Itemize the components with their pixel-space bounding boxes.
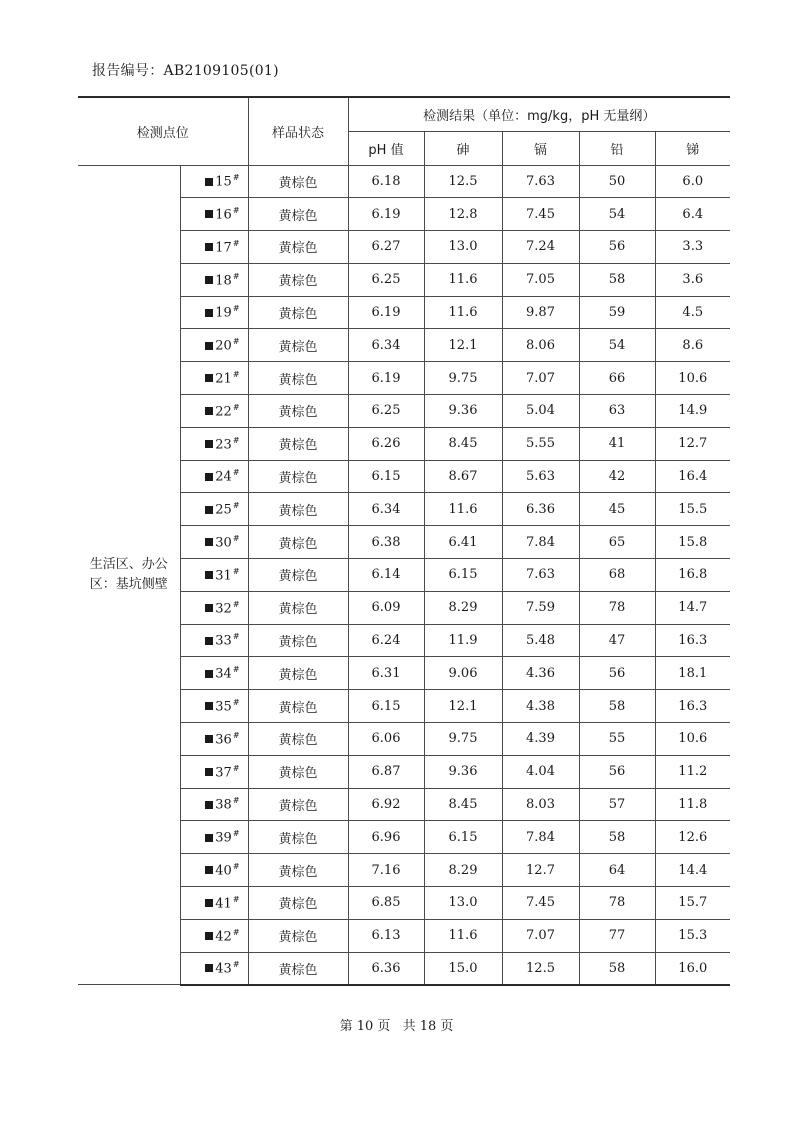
sample-point-number: 33 [215,633,232,649]
header-ph: pH 值 [348,131,424,165]
black-square-icon [205,604,213,612]
ph-value-cell: 6.14 [348,559,424,592]
ph-value-cell: 6.34 [348,493,424,526]
lead-value-cell: 58 [579,821,655,854]
arsenic-value-cell: 12.1 [424,690,502,723]
sample-point-number: 41 [215,896,232,912]
black-square-icon [205,899,213,907]
lead-value-cell: 58 [579,690,655,723]
results-table [78,96,730,986]
lead-value-cell: 59 [579,296,655,329]
black-square-icon [205,506,213,514]
sample-point-symbol: # [232,238,240,248]
cadmium-value-cell: 4.39 [502,723,579,756]
sample-point-cell [180,952,248,985]
sample-point-number: 23 [215,436,232,452]
cadmium-value-cell: 5.55 [502,427,579,460]
sample-state-cell: 黄棕色 [248,952,348,985]
lead-value-cell: 64 [579,854,655,887]
sample-point-symbol: # [232,829,240,839]
sample-point-number: 20 [215,338,232,354]
sample-point-number: 17 [215,240,232,256]
cadmium-value-cell: 5.63 [502,460,579,493]
arsenic-value-cell: 9.36 [424,395,502,428]
sample-point-symbol: # [232,599,240,609]
sample-point-symbol: # [232,206,240,216]
black-square-icon [205,801,213,809]
arsenic-value-cell: 13.0 [424,231,502,264]
sample-state-cell: 黄棕色 [248,263,348,296]
sample-point-symbol: # [232,304,240,314]
sample-point-number: 42 [215,928,232,944]
sample-point-symbol: # [232,665,240,675]
sample-point-symbol: # [232,173,240,183]
sample-state-cell: 黄棕色 [248,198,348,231]
report-number: 报告编号：AB2109105(01) [92,63,279,79]
lead-value-cell: 58 [579,263,655,296]
lead-value-cell: 65 [579,526,655,559]
arsenic-value-cell: 11.6 [424,493,502,526]
sample-point-number: 25 [215,502,232,518]
lead-value-cell: 78 [579,591,655,624]
sample-point-symbol: # [232,534,240,543]
cadmium-value-cell: 5.04 [502,395,579,428]
arsenic-value-cell: 11.6 [424,296,502,329]
page-total: 共 18 页 [402,1019,454,1034]
antimony-value-cell: 3.6 [655,263,730,296]
sample-state-cell: 黄棕色 [248,887,348,920]
sample-point-number: 40 [215,863,232,879]
antimony-value-cell: 11.8 [655,788,730,821]
sample-point-cell [180,887,248,920]
antimony-value-cell: 12.7 [655,427,730,460]
arsenic-value-cell: 15.0 [424,952,502,985]
lead-value-cell: 45 [579,493,655,526]
ph-value-cell: 6.13 [348,919,424,952]
header-cadmium: 镉 [502,131,579,165]
antimony-value-cell: 3.3 [655,231,730,264]
header-lead: 铅 [579,131,655,165]
antimony-value-cell: 16.3 [655,624,730,657]
cadmium-value-cell: 7.63 [502,165,579,198]
sample-state-cell: 黄棕色 [248,427,348,460]
cadmium-value-cell: 7.59 [502,591,579,624]
cadmium-value-cell: 7.84 [502,526,579,559]
sample-point-cell [180,198,248,231]
sample-point-cell [180,329,248,362]
sample-point-cell [180,460,248,493]
black-square-icon [205,374,213,382]
sample-point-symbol: # [232,468,240,478]
ph-value-cell: 6.15 [348,460,424,493]
lead-value-cell: 77 [579,919,655,952]
black-square-icon [205,276,213,284]
sample-point-cell [180,919,248,952]
arsenic-value-cell: 13.0 [424,887,502,920]
lead-value-cell: 56 [579,657,655,690]
sample-point-symbol: # [232,697,240,707]
sample-point-cell [180,591,248,624]
cadmium-value-cell: 5.48 [502,624,579,657]
sample-point-symbol: # [232,960,240,970]
sample-point-cell [180,723,248,756]
sample-point-cell [180,755,248,788]
sample-state-cell: 黄棕色 [248,723,348,756]
lead-value-cell: 58 [579,952,655,985]
antimony-value-cell: 16.3 [655,690,730,723]
arsenic-value-cell: 9.36 [424,755,502,788]
cadmium-value-cell: 6.36 [502,493,579,526]
antimony-value-cell: 16.8 [655,559,730,592]
sample-point-symbol: # [232,861,240,871]
sample-point-symbol: # [232,796,240,806]
antimony-value-cell: 14.7 [655,591,730,624]
antimony-value-cell: 16.0 [655,952,730,985]
sample-state-cell: 黄棕色 [248,591,348,624]
arsenic-value-cell: 12.5 [424,165,502,198]
antimony-value-cell: 4.5 [655,296,730,329]
table-body [78,165,730,985]
sample-point-cell [180,657,248,690]
ph-value-cell: 6.25 [348,263,424,296]
cadmium-value-cell: 7.07 [502,919,579,952]
sample-point-symbol: # [232,337,240,347]
lead-value-cell: 42 [579,460,655,493]
black-square-icon [205,834,213,842]
cadmium-value-cell: 8.03 [502,788,579,821]
black-square-icon [205,309,213,317]
sample-state-cell: 黄棕色 [248,526,348,559]
cadmium-value-cell: 12.7 [502,854,579,887]
black-square-icon [205,768,213,776]
table-row [78,165,730,198]
sample-point-cell [180,395,248,428]
sample-point-number: 22 [215,404,232,420]
ph-value-cell: 6.24 [348,624,424,657]
antimony-value-cell: 15.5 [655,493,730,526]
black-square-icon [205,702,213,710]
antimony-value-cell: 8.6 [655,329,730,362]
cadmium-value-cell: 12.5 [502,952,579,985]
sample-point-cell [180,854,248,887]
ph-value-cell: 6.26 [348,427,424,460]
antimony-value-cell: 12.6 [655,821,730,854]
antimony-value-cell: 11.2 [655,755,730,788]
cadmium-value-cell: 7.07 [502,362,579,395]
sample-state-cell: 黄棕色 [248,919,348,952]
cadmium-value-cell: 7.45 [502,887,579,920]
sample-state-cell: 黄棕色 [248,231,348,264]
sample-point-number: 43 [215,961,232,977]
black-square-icon [205,178,213,186]
antimony-value-cell: 18.1 [655,657,730,690]
sample-point-number: 21 [215,371,232,387]
sample-point-symbol: # [232,501,240,511]
sample-point-symbol: # [232,894,240,904]
antimony-value-cell: 16.4 [655,460,730,493]
lead-value-cell: 54 [579,198,655,231]
black-square-icon [205,932,213,940]
ph-value-cell: 6.31 [348,657,424,690]
ph-value-cell: 6.87 [348,755,424,788]
ph-value-cell: 6.09 [348,591,424,624]
antimony-value-cell: 15.7 [655,887,730,920]
lead-value-cell: 68 [579,559,655,592]
lead-value-cell: 56 [579,231,655,264]
location-group-cell: 生活区、办公区：基坑侧壁 [78,165,180,985]
sample-point-number: 37 [215,764,232,780]
lead-value-cell: 78 [579,887,655,920]
sample-point-symbol: # [232,763,240,773]
arsenic-value-cell: 12.1 [424,329,502,362]
sample-point-number: 38 [215,797,232,813]
sample-point-cell [180,231,248,264]
sample-state-cell: 黄棕色 [248,460,348,493]
lead-value-cell: 54 [579,329,655,362]
sample-state-cell: 黄棕色 [248,296,348,329]
arsenic-value-cell: 6.15 [424,559,502,592]
cadmium-value-cell: 8.06 [502,329,579,362]
black-square-icon [205,440,213,448]
header-arsenic: 砷 [424,131,502,165]
sample-point-cell [180,493,248,526]
antimony-value-cell: 14.4 [655,854,730,887]
black-square-icon [205,670,213,678]
arsenic-value-cell: 11.9 [424,624,502,657]
antimony-value-cell: 10.6 [655,723,730,756]
sample-point-cell [180,362,248,395]
ph-value-cell: 6.92 [348,788,424,821]
lead-value-cell: 63 [579,395,655,428]
cadmium-value-cell: 7.05 [502,263,579,296]
black-square-icon [205,571,213,579]
cadmium-value-cell: 4.04 [502,755,579,788]
sample-point-cell [180,690,248,723]
sample-point-number: 19 [215,305,232,321]
arsenic-value-cell: 6.15 [424,821,502,854]
sample-point-symbol: # [232,402,240,412]
ph-value-cell: 6.85 [348,887,424,920]
sample-state-cell: 黄棕色 [248,559,348,592]
antimony-value-cell: 10.6 [655,362,730,395]
arsenic-value-cell: 6.41 [424,526,502,559]
black-square-icon [205,538,213,546]
sample-point-number: 16 [215,207,232,223]
header-sample-state: 样品状态 [248,97,348,165]
arsenic-value-cell: 11.6 [424,263,502,296]
ph-value-cell: 6.96 [348,821,424,854]
sample-point-cell [180,559,248,592]
sample-point-cell [180,263,248,296]
black-square-icon [205,473,213,481]
ph-value-cell: 6.38 [348,526,424,559]
sample-state-cell: 黄棕色 [248,657,348,690]
sample-point-number: 39 [215,830,232,846]
ph-value-cell: 6.25 [348,395,424,428]
antimony-value-cell: 15.3 [655,919,730,952]
arsenic-value-cell: 11.6 [424,919,502,952]
sample-point-symbol: # [232,271,240,281]
arsenic-value-cell: 9.75 [424,362,502,395]
sample-state-cell: 黄棕色 [248,362,348,395]
arsenic-value-cell: 9.75 [424,723,502,756]
sample-point-number: 32 [215,600,232,616]
black-square-icon [205,407,213,415]
sample-point-number: 30 [215,535,232,551]
arsenic-value-cell: 8.45 [424,427,502,460]
sample-state-cell: 黄棕色 [248,690,348,723]
black-square-icon [205,210,213,218]
header-antimony: 锑 [655,131,730,165]
sample-point-symbol: # [232,632,240,642]
sample-point-symbol: # [232,566,240,576]
sample-state-cell: 黄棕色 [248,165,348,198]
lead-value-cell: 56 [579,755,655,788]
ph-value-cell: 6.27 [348,231,424,264]
arsenic-value-cell: 9.06 [424,657,502,690]
arsenic-value-cell: 8.29 [424,854,502,887]
arsenic-value-cell: 8.29 [424,591,502,624]
arsenic-value-cell: 12.8 [424,198,502,231]
ph-value-cell: 6.34 [348,329,424,362]
page-number: 第 10 页 [339,1019,391,1034]
sample-point-cell [180,624,248,657]
ph-value-cell: 6.15 [348,690,424,723]
lead-value-cell: 57 [579,788,655,821]
cadmium-value-cell: 9.87 [502,296,579,329]
black-square-icon [205,866,213,874]
header-location: 检测点位 [78,97,248,165]
lead-value-cell: 50 [579,165,655,198]
black-square-icon [205,243,213,251]
ph-value-cell: 7.16 [348,854,424,887]
sample-point-cell [180,821,248,854]
antimony-value-cell: 6.4 [655,198,730,231]
sample-point-cell [180,165,248,198]
sample-point-cell [180,526,248,559]
cadmium-value-cell: 7.45 [502,198,579,231]
sample-point-number: 24 [215,469,232,485]
sample-point-number: 18 [215,272,232,288]
sample-point-number: 35 [215,699,232,715]
sample-point-symbol: # [232,730,240,740]
sample-point-symbol: # [232,927,240,937]
lead-value-cell: 47 [579,624,655,657]
ph-value-cell: 6.18 [348,165,424,198]
ph-value-cell: 6.19 [348,296,424,329]
sample-state-cell: 黄棕色 [248,755,348,788]
sample-point-number: 31 [215,568,232,584]
sample-state-cell: 黄棕色 [248,821,348,854]
sample-state-cell: 黄棕色 [248,854,348,887]
ph-value-cell: 6.19 [348,362,424,395]
ph-value-cell: 6.36 [348,952,424,985]
cadmium-value-cell: 7.24 [502,231,579,264]
black-square-icon [205,735,213,743]
black-square-icon [205,964,213,972]
antimony-value-cell: 15.8 [655,526,730,559]
sample-point-number: 15 [215,174,232,190]
sample-point-cell [180,427,248,460]
sample-state-cell: 黄棕色 [248,395,348,428]
cadmium-value-cell: 7.84 [502,821,579,854]
cadmium-value-cell: 4.36 [502,657,579,690]
page-footer [0,1015,793,1034]
lead-value-cell: 41 [579,427,655,460]
lead-value-cell: 66 [579,362,655,395]
cadmium-value-cell: 7.63 [502,559,579,592]
ph-value-cell: 6.19 [348,198,424,231]
sample-point-cell [180,788,248,821]
sample-state-cell: 黄棕色 [248,788,348,821]
sample-point-number: 36 [215,732,232,748]
black-square-icon [205,342,213,350]
antimony-value-cell: 6.0 [655,165,730,198]
lead-value-cell: 55 [579,723,655,756]
black-square-icon [205,637,213,645]
sample-state-cell: 黄棕色 [248,493,348,526]
sample-point-symbol: # [232,435,240,445]
antimony-value-cell: 14.9 [655,395,730,428]
cadmium-value-cell: 4.38 [502,690,579,723]
sample-point-cell [180,296,248,329]
sample-state-cell: 黄棕色 [248,624,348,657]
header-results: 检测结果（单位：mg/kg，pH 无量纲） [348,97,730,131]
sample-point-symbol: # [232,370,240,380]
arsenic-value-cell: 8.45 [424,788,502,821]
sample-state-cell: 黄棕色 [248,329,348,362]
sample-point-number: 34 [215,666,232,682]
arsenic-value-cell: 8.67 [424,460,502,493]
ph-value-cell: 6.06 [348,723,424,756]
